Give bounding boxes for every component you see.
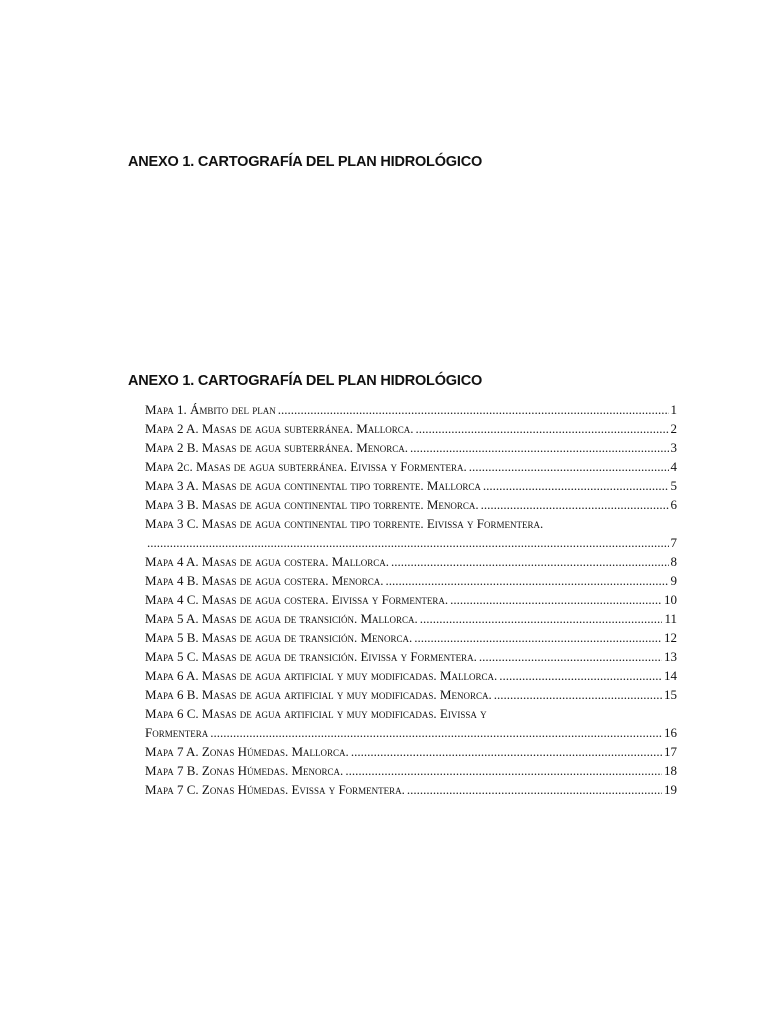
toc-entry-title: Mapa 2 B. Masas de agua subterránea. Menorca.	[145, 440, 409, 455]
dot-leader	[483, 476, 669, 495]
dot-leader	[410, 438, 668, 457]
dot-leader	[407, 780, 662, 799]
toc-entry-page: 7	[670, 535, 677, 550]
toc-entry[interactable]	[145, 457, 677, 476]
toc-entry[interactable]	[145, 761, 677, 780]
dot-leader	[414, 628, 662, 647]
toc-entry-continuation	[145, 723, 677, 742]
toc-entry-title: Mapa 1. Ámbito del plan	[145, 402, 276, 417]
toc-entry-wrapped[interactable]	[145, 704, 677, 742]
dot-leader	[479, 647, 662, 666]
dot-leader	[278, 400, 669, 419]
toc-entry-page: 5	[670, 478, 677, 493]
toc-heading: ANEXO 1. CARTOGRAFÍA DEL PLAN HIDROLÓGICO	[128, 373, 483, 389]
toc-entry[interactable]	[145, 419, 677, 438]
toc-entry-title-continued: Formentera	[145, 725, 209, 740]
toc-entry-page: 6	[670, 497, 677, 512]
toc-entry-continuation	[145, 533, 677, 552]
toc-entry-title: Mapa 5 A. Masas de agua de transición. Mallorca.	[145, 611, 418, 626]
toc-entry-page: 9	[670, 573, 677, 588]
table-of-contents	[145, 400, 677, 799]
page-title: ANEXO 1. CARTOGRAFÍA DEL PLAN HIDROLÓGICO	[128, 154, 483, 170]
dot-leader	[147, 533, 669, 552]
toc-entry-page: 12	[664, 630, 677, 645]
toc-entry-page: 10	[664, 592, 677, 607]
toc-entry-page: 16	[664, 725, 677, 740]
toc-entry-title: Mapa 4 B. Masas de agua costera. Menorca.	[145, 573, 384, 588]
dot-leader	[416, 419, 669, 438]
toc-entry[interactable]	[145, 590, 677, 609]
toc-entry[interactable]	[145, 666, 677, 685]
toc-entry-title: Mapa 3 C. Masas de agua continental tipo torrente. Eivissa y Formentera.	[145, 516, 544, 531]
toc-entry-title: Mapa 7 B. Zonas Húmedas. Menorca.	[145, 763, 344, 778]
dot-leader	[391, 552, 668, 571]
toc-entry-title: Mapa 7 A. Zonas Húmedas. Mallorca.	[145, 744, 349, 759]
toc-entry-page: 17	[664, 744, 677, 759]
toc-entry[interactable]	[145, 780, 677, 799]
toc-entry-page: 4	[670, 459, 677, 474]
toc-entry-title: Mapa 2c. Masas de agua subterránea. Eivissa y Formentera.	[145, 459, 467, 474]
toc-entry-page: 15	[664, 687, 677, 702]
dot-leader	[420, 609, 663, 628]
dot-leader	[210, 723, 662, 742]
toc-entry-page: 1	[670, 402, 677, 417]
toc-entry[interactable]	[145, 495, 677, 514]
toc-entry-page: 8	[670, 554, 677, 569]
toc-entry-title: Mapa 4 A. Masas de agua costera. Mallorca.	[145, 554, 390, 569]
toc-entry-page: 18	[664, 763, 677, 778]
dot-leader	[481, 495, 669, 514]
toc-entry[interactable]	[145, 742, 677, 761]
toc-entry[interactable]	[145, 609, 677, 628]
toc-entry-title: Mapa 3 B. Masas de agua continental tipo torrente. Menorca.	[145, 497, 479, 512]
toc-entry[interactable]	[145, 400, 677, 419]
toc-entry[interactable]	[145, 438, 677, 457]
toc-entry-page: 11	[664, 611, 677, 626]
toc-entry-title: Mapa 2 A. Masas de agua subterránea. Mallorca.	[145, 421, 414, 436]
dot-leader	[469, 457, 669, 476]
toc-entry-title: Mapa 4 C. Masas de agua costera. Eivissa y Formentera.	[145, 592, 449, 607]
toc-entry-title: Mapa 7 C. Zonas Húmedas. Evissa y Formentera.	[145, 782, 405, 797]
toc-entry-title: Mapa 6 C. Masas de agua artificial y muy modificadas. Eivissa y	[145, 706, 487, 721]
dot-leader	[345, 761, 662, 780]
toc-entry-page: 3	[670, 440, 677, 455]
dot-leader	[386, 571, 669, 590]
toc-entry[interactable]	[145, 552, 677, 571]
toc-entry-page: 13	[664, 649, 677, 664]
dot-leader	[494, 685, 662, 704]
toc-entry[interactable]	[145, 571, 677, 590]
dot-leader	[450, 590, 662, 609]
toc-entry-page: 14	[664, 668, 677, 683]
toc-entry-title: Mapa 5 C. Masas de agua de transición. Eivissa y Formentera.	[145, 649, 477, 664]
toc-entry[interactable]	[145, 647, 677, 666]
toc-entry[interactable]	[145, 628, 677, 647]
toc-entry-page: 2	[670, 421, 677, 436]
toc-entry-title: Mapa 3 A. Masas de agua continental tipo torrente. Mallorca	[145, 478, 481, 493]
toc-entry-title: Mapa 6 B. Masas de agua artificial y muy modificadas. Menorca.	[145, 687, 492, 702]
dot-leader	[499, 666, 662, 685]
toc-entry[interactable]	[145, 476, 677, 495]
toc-entry-page: 19	[664, 782, 677, 797]
toc-entry-title: Mapa 5 B. Masas de agua de transición. Menorca.	[145, 630, 413, 645]
dot-leader	[351, 742, 662, 761]
toc-entry-wrapped[interactable]	[145, 514, 677, 552]
toc-entry[interactable]	[145, 685, 677, 704]
toc-entry-title: Mapa 6 A. Masas de agua artificial y muy modificadas. Mallorca.	[145, 668, 498, 683]
